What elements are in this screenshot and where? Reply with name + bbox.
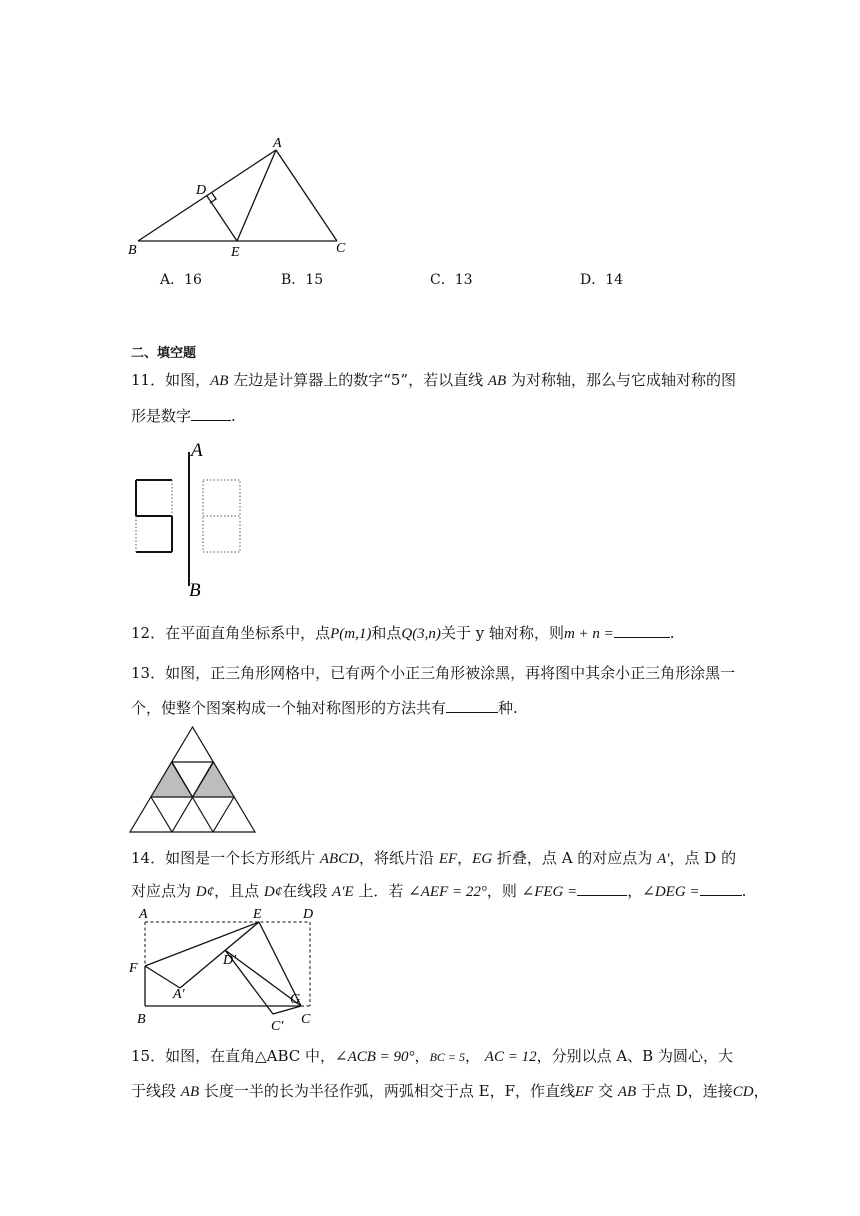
option-b-value: 15 bbox=[305, 272, 324, 288]
q14-angle-deg: ∠DEG = bbox=[642, 884, 700, 900]
q14-angle-feg: ∠FEG = bbox=[521, 884, 578, 900]
q14-text: ， bbox=[627, 882, 643, 900]
q12-point-q: Q(3,n) bbox=[401, 626, 441, 642]
label-a: A bbox=[139, 907, 148, 922]
q14-angle-aef: ∠AEF = 22° bbox=[408, 884, 487, 900]
q15-ef: EF bbox=[575, 1084, 594, 1100]
q14-text: . bbox=[741, 882, 747, 900]
axis-label-b: B bbox=[189, 580, 201, 601]
q14-text: 上．若 bbox=[353, 882, 409, 900]
shaded-triangle bbox=[194, 761, 234, 796]
q13-line1: 13．如图，正三角形网格中，已有两个小正三角形被涂黑，再将图中其余小正三角形涂黑一 bbox=[131, 664, 736, 682]
q12-point-p: P(m,1) bbox=[330, 626, 372, 642]
q13-text: 种. bbox=[498, 699, 518, 717]
segment-ac bbox=[276, 150, 337, 241]
q15-text: 于点 D，连接 bbox=[636, 1082, 733, 1100]
label-b: B bbox=[128, 243, 137, 258]
q14-text: ，且点 bbox=[214, 882, 264, 900]
q14-folding-figure bbox=[125, 902, 335, 1034]
q15-text: 15．如图，在直角△ABC 中， bbox=[131, 1047, 336, 1065]
option-d-value: 14 bbox=[605, 272, 624, 288]
q15-text: ， bbox=[753, 1082, 769, 1100]
option-d-letter: D． bbox=[580, 272, 606, 288]
q14-ef: EF bbox=[438, 851, 458, 867]
q11-digit-figure bbox=[128, 438, 258, 603]
q14-text: ，将纸片沿 bbox=[359, 849, 439, 867]
q15-text: ，分别以点 A、B 为圆心，大 bbox=[536, 1047, 733, 1065]
segment-ba bbox=[138, 150, 276, 241]
label-g: G bbox=[290, 992, 301, 1007]
q12-text: . bbox=[669, 624, 675, 642]
q14-a-prime: A′ bbox=[657, 851, 670, 867]
q11-text: . bbox=[231, 407, 236, 425]
q11-ab: AB bbox=[210, 373, 229, 389]
q14-text: ，点 D 的 bbox=[669, 849, 737, 867]
q15-angle-acb: ∠ACB = 90° bbox=[335, 1049, 415, 1065]
q13-triangle-grid bbox=[128, 726, 260, 834]
q14-text: 折叠，点 A 的对应点为 bbox=[492, 849, 658, 867]
q14-text: 对应点为 bbox=[131, 882, 196, 900]
q15-text: ， bbox=[465, 1047, 485, 1065]
q12-answer-blank[interactable] bbox=[614, 623, 670, 638]
q14-abcd: ABCD bbox=[319, 851, 360, 867]
label-d: D bbox=[303, 907, 314, 922]
q12-text: 和点 bbox=[371, 624, 402, 642]
q15-text: 于线段 bbox=[131, 1082, 181, 1100]
label-e: E bbox=[253, 907, 262, 922]
option-a[interactable] bbox=[160, 270, 202, 290]
q14-segment-ae: A′E bbox=[332, 884, 354, 900]
q14-line1 bbox=[131, 848, 736, 869]
q12-text: 关于 y 轴对称，则 bbox=[440, 624, 564, 642]
q14-line2 bbox=[131, 881, 746, 902]
q15-bc: BC = 5 bbox=[429, 1050, 465, 1064]
label-d: D bbox=[196, 183, 207, 198]
q12-expression: m + n = bbox=[563, 626, 614, 642]
section-title: 二、填空题 bbox=[131, 346, 197, 361]
q14-answer-blank-2[interactable] bbox=[700, 881, 742, 896]
q14-d-prime: D¢ bbox=[263, 884, 283, 900]
label-f: F bbox=[129, 961, 138, 976]
axis-label-a: A bbox=[191, 440, 203, 461]
q11-text: 左边是计算器上的数字“5”，若以直线 bbox=[228, 371, 488, 389]
q15-ab: AB bbox=[180, 1084, 200, 1100]
label-d-prime: D′ bbox=[223, 953, 237, 968]
q11-text: 为对称轴，那么与它成轴对称的图 bbox=[506, 371, 736, 389]
option-a-letter: A． bbox=[160, 272, 185, 288]
q14-text: ，则 bbox=[486, 882, 522, 900]
option-c[interactable] bbox=[430, 270, 473, 290]
option-b[interactable] bbox=[281, 270, 323, 290]
option-a-value: 16 bbox=[184, 272, 202, 288]
q11-text: 形是数字 bbox=[131, 407, 192, 425]
option-d[interactable] bbox=[580, 270, 623, 290]
q14-answer-blank-1[interactable] bbox=[577, 881, 627, 896]
label-a-prime: A′ bbox=[173, 987, 185, 1002]
q15-line2 bbox=[131, 1081, 769, 1102]
q11-answer-blank[interactable] bbox=[191, 406, 231, 421]
q12-line bbox=[131, 623, 675, 644]
q13-line2 bbox=[131, 698, 518, 718]
q14-eg: EG bbox=[472, 851, 493, 867]
q12-text: 12．在平面直角坐标系中，点 bbox=[131, 624, 331, 642]
q14-text: 14．如图是一个长方形纸片 bbox=[131, 849, 320, 867]
label-b: B bbox=[137, 1012, 146, 1027]
q14-d-prime: D¢ bbox=[195, 884, 215, 900]
q15-line1 bbox=[131, 1046, 733, 1067]
q15-text: 交 bbox=[593, 1082, 618, 1100]
q15-cd: CD bbox=[732, 1084, 754, 1100]
q15-ab: AB bbox=[617, 1084, 637, 1100]
q15-ac: AC = 12 bbox=[484, 1049, 537, 1065]
q11-text: 11．如图， bbox=[131, 371, 211, 389]
option-c-letter: C． bbox=[430, 272, 455, 288]
q13-answer-blank[interactable] bbox=[446, 698, 498, 713]
q15-text: ， bbox=[414, 1047, 430, 1065]
label-a: A bbox=[273, 136, 282, 151]
q11-ab: AB bbox=[487, 373, 507, 389]
option-c-value: 13 bbox=[454, 272, 473, 288]
option-b-letter: B． bbox=[281, 272, 306, 288]
label-c-prime: C′ bbox=[271, 1019, 284, 1034]
label-c: C bbox=[336, 241, 346, 256]
q11-line2 bbox=[131, 406, 236, 426]
segment-ae bbox=[237, 150, 276, 241]
q11-line1 bbox=[131, 370, 736, 391]
shaded-triangle bbox=[151, 761, 191, 796]
q13-text: 个，使整个图案构成一个轴对称图形的方法共有 bbox=[131, 699, 447, 717]
q14-text: 在线段 bbox=[282, 882, 333, 900]
label-c: C bbox=[301, 1012, 311, 1027]
label-e: E bbox=[231, 245, 240, 260]
q10-triangle-figure bbox=[120, 130, 360, 260]
q14-text: ， bbox=[457, 849, 473, 867]
q15-text: 长度一半的长为半径作弧，两弧相交于点 E，F，作直线 bbox=[199, 1082, 576, 1100]
